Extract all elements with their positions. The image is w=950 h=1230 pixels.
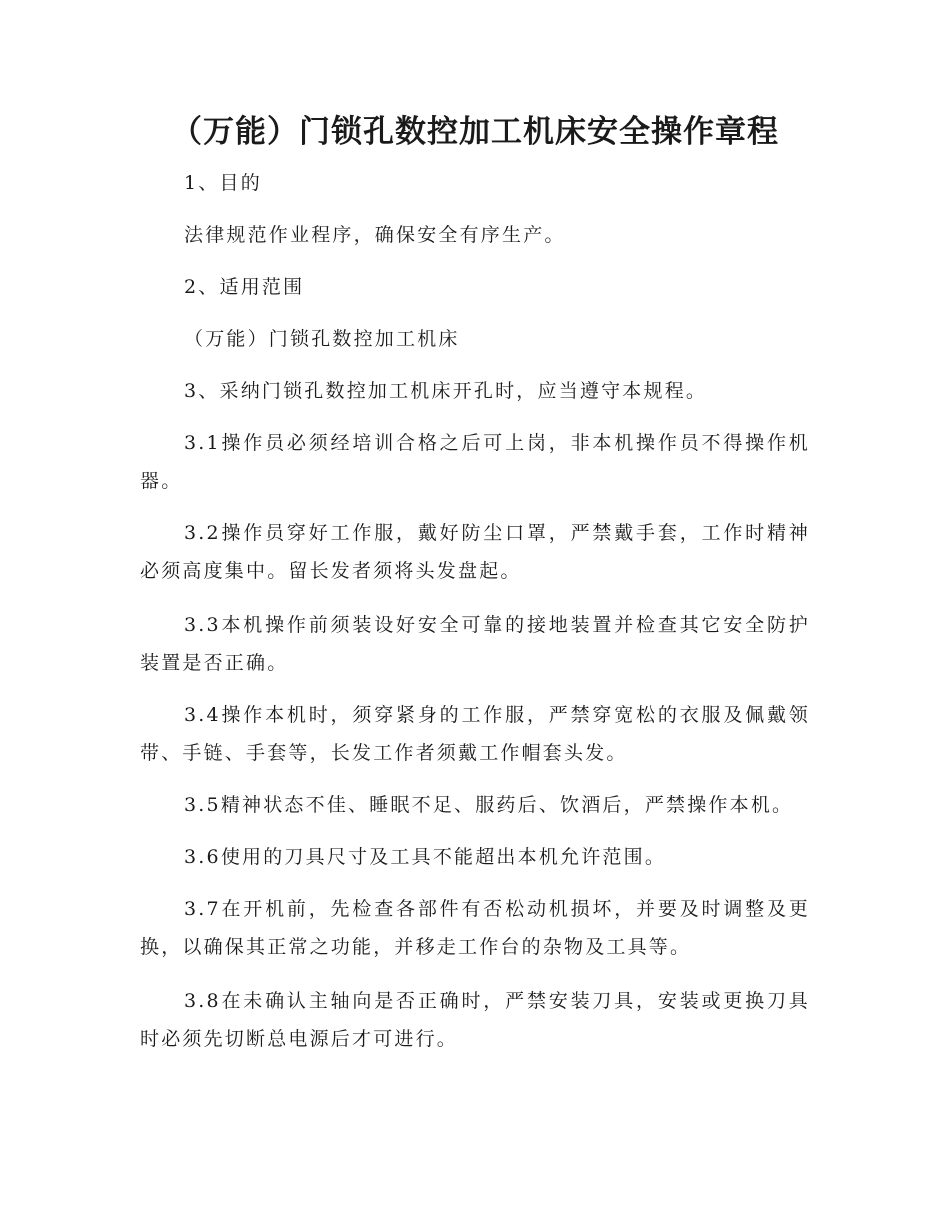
rule-3-1: 3.1操作员必须经培训合格之后可上岗，非本机操作员不得操作机器。 [140, 432, 810, 492]
section-heading-rules: 3、采纳门锁孔数控加工机床开孔时，应当遵守本规程。 [184, 380, 708, 402]
rule-3-4: 3.4操作本机时，须穿紧身的工作服，严禁穿宽松的衣服及佩戴领带、手链、手套等，长发工作者须戴工作帽套头发。 [140, 704, 810, 764]
paragraph-purpose-text: 法律规范作业程序，确保安全有序生产。 [184, 224, 566, 246]
rule-3-6: 3.6使用的刀具尺寸及工具不能超出本机允许范围。 [184, 846, 667, 868]
rule-3-7: 3.7在开机前，先检查各部件有否松动机损坏，并要及时调整及更换，以确保其正常之功能，并移走工作台的杂物及工具等。 [140, 898, 810, 958]
paragraph-scope-text: （万能）门锁孔数控加工机床 [184, 328, 460, 350]
section-heading-purpose: 1、目的 [184, 172, 262, 194]
section-heading-scope: 2、适用范围 [184, 276, 305, 298]
rule-3-3: 3.3本机操作前须装设好安全可靠的接地装置并检查其它安全防护装置是否正确。 [140, 614, 810, 674]
document-title: （万能）门锁孔数控加工机床安全操作章程 [171, 114, 779, 150]
rule-3-8: 3.8在未确认主轴向是否正确时，严禁安装刀具，安装或更换刀具时必须先切断总电源后才可进行。 [140, 990, 810, 1050]
rule-3-2: 3.2操作员穿好工作服，戴好防尘口罩，严禁戴手套，工作时精神必须高度集中。留长发者须将头发盘起。 [140, 522, 810, 582]
rule-3-5: 3.5精神状态不佳、睡眠不足、服药后、饮酒后，严禁操作本机。 [184, 794, 794, 816]
